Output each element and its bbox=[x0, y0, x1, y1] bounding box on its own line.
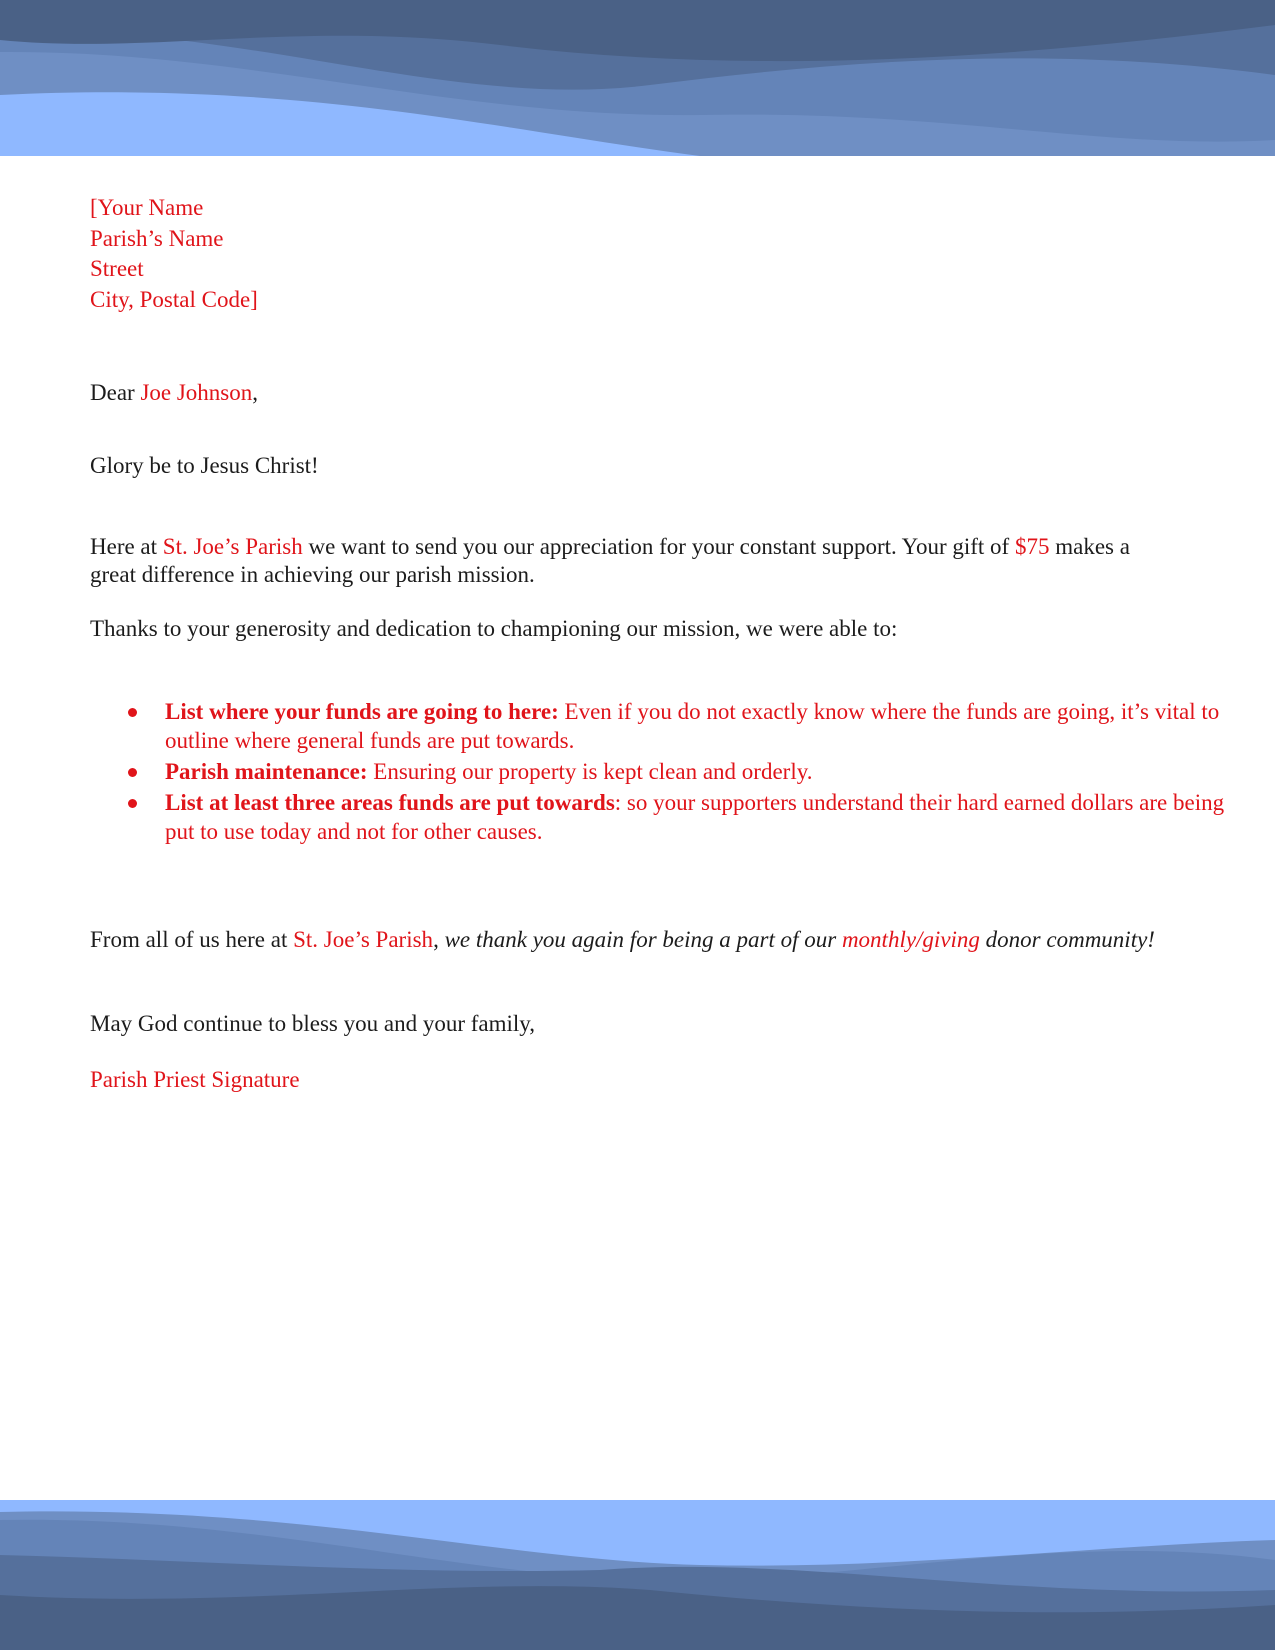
bullet-icon bbox=[128, 768, 137, 777]
intro-list-paragraph: Thanks to your generosity and dedication to championing our mission, we were able to: bbox=[90, 616, 898, 641]
list-item: List at least three areas funds are put towards: so your supporters understand their hard earned dollars are being put to use today and not for other causes. bbox=[165, 788, 1255, 846]
opening-blessing: Glory be to Jesus Christ! bbox=[90, 453, 319, 478]
parish-name-inline: St. Joe’s Parish bbox=[162, 534, 303, 559]
funds-list bbox=[90, 697, 1255, 848]
appreciation-paragraph: Here at St. Joe’s Parish we want to send you our appreciation for your constant support. Your gift of $75 makes a great difference in achieving our parish mission. bbox=[90, 534, 1130, 587]
signature-line: Parish Priest Signature bbox=[90, 1067, 300, 1092]
list-item: Parish maintenance: Ensuring our property is kept clean and orderly. bbox=[165, 757, 1255, 786]
bullet-icon bbox=[128, 708, 137, 717]
header-wave-banner bbox=[0, 0, 1275, 156]
giving-type: monthly/giving bbox=[841, 927, 980, 952]
sender-address bbox=[90, 193, 1180, 315]
recipient-name: Joe Johnson bbox=[140, 380, 253, 405]
footer-wave-banner bbox=[0, 1500, 1275, 1650]
parish-name-inline: St. Joe’s Parish bbox=[293, 927, 434, 952]
closing-thanks: From all of us here at St. Joe’s Parish, we thank you again for being a part of our monthly/giving donor community! bbox=[90, 927, 1155, 952]
sender-name: [Your Name bbox=[90, 195, 204, 220]
street: Street bbox=[90, 256, 144, 281]
salutation: Dear Joe Johnson, bbox=[90, 380, 258, 405]
list-item: List where your funds are going to here: Even if you do not exactly know where the funds are going, it’s vital to outline where general funds are put towards. bbox=[165, 697, 1255, 755]
parish-name: Parish’s Name bbox=[90, 225, 224, 251]
closing-blessing: May God continue to bless you and your family, bbox=[90, 1011, 536, 1036]
gift-amount: $75 bbox=[1014, 534, 1050, 559]
city-postal-code: City, Postal Code] bbox=[90, 286, 258, 312]
bullet-icon bbox=[128, 799, 137, 808]
